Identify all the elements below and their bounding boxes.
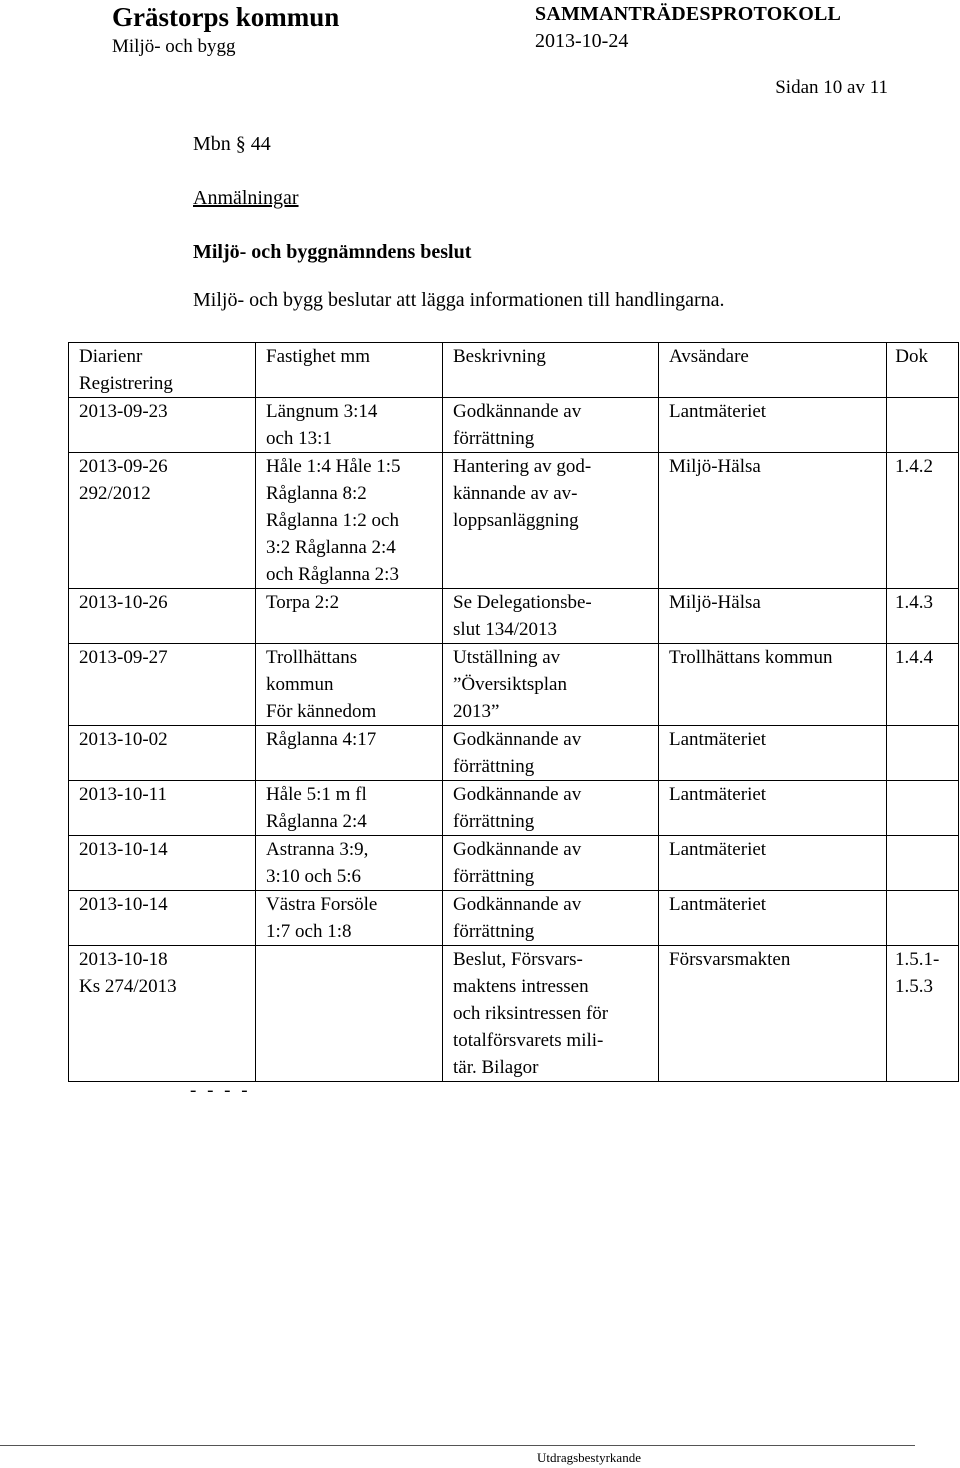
table-row-beskrivning-cell: Utställning av ”Översiktsplan 2013” [443,644,659,726]
table-row [69,836,959,891]
table-row-fastighet-cell [256,946,443,1082]
table-header-row-fastighet-cell: Fastighet mm [256,343,443,398]
table-row-dok-cell: 1.4.4 [887,644,959,726]
end-marker: - - - - [190,1080,251,1101]
notification-table [68,342,959,1082]
page-number: Sidan 10 av 11 [775,77,888,98]
table-row [69,453,959,589]
table-row-dok-cell: 1.5.1- 1.5.3 [887,946,959,1082]
table-row-diarienr-cell: 2013-09-27 [69,644,256,726]
table-row-avsandare-cell: Lantmäteriet [659,781,887,836]
table-header-row [69,343,959,398]
table-row-avsandare-cell: Lantmäteriet [659,891,887,946]
section-heading: Anmälningar [193,187,299,209]
table-row [69,589,959,644]
table-row-fastighet-cell: Trollhättans kommun För kännedom [256,644,443,726]
table-row-fastighet-cell: Torpa 2:2 [256,589,443,644]
organization-name: Grästorps kommun [112,2,340,32]
table-row-diarienr-cell: 2013-10-18 Ks 274/2013 [69,946,256,1082]
decision-text: Miljö- och bygg beslutar att lägga informationen till handlingarna. [193,289,725,311]
table-row [69,726,959,781]
table-row-beskrivning-cell: Godkännande av förrättning [443,781,659,836]
table-row-diarienr-cell: 2013-10-26 [69,589,256,644]
footer-divider [0,1445,915,1446]
decision-heading: Miljö- och byggnämndens beslut [193,241,472,263]
table-row-dok-cell [887,726,959,781]
department-name: Miljö- och bygg [112,36,236,57]
table-row-avsandare-cell: Lantmäteriet [659,726,887,781]
table-row-dok-cell: 1.4.2 [887,453,959,589]
table-row-fastighet-cell: Västra Forsöle 1:7 och 1:8 [256,891,443,946]
table-row-dok-cell [887,891,959,946]
table-row-avsandare-cell: Lantmäteriet [659,398,887,453]
table-row-beskrivning-cell: Hantering av god- kännande av av- loppsanläggning [443,453,659,589]
table-row-beskrivning-cell: Godkännande av förrättning [443,836,659,891]
table-row-beskrivning-cell: Beslut, Försvars- maktens intressen och riksintressen för totalförsvarets mili- tär. Bilagor [443,946,659,1082]
table-header-row-dok-cell: Dok [887,343,959,398]
table-row-fastighet-cell: Håle 1:4 Håle 1:5 Råglanna 8:2 Råglanna 1:2 och 3:2 Råglanna 2:4 och Råglanna 2:3 [256,453,443,589]
table-row [69,398,959,453]
notification-table-body [69,343,959,1082]
table-row-beskrivning-cell: Godkännande av förrättning [443,891,659,946]
table-row-diarienr-cell: 2013-10-14 [69,891,256,946]
table-row-dok-cell: 1.4.3 [887,589,959,644]
table-row-diarienr-cell: 2013-10-02 [69,726,256,781]
table-row-fastighet-cell: Astranna 3:9, 3:10 och 5:6 [256,836,443,891]
table-row-beskrivning-cell: Godkännande av förrättning [443,398,659,453]
table-row-avsandare-cell: Lantmäteriet [659,836,887,891]
table-row-avsandare-cell: Trollhättans kommun [659,644,887,726]
table-row-beskrivning-cell: Godkännande av förrättning [443,726,659,781]
table-row-fastighet-cell: Längnum 3:14 och 13:1 [256,398,443,453]
table-header-row-beskrivning-cell: Beskrivning [443,343,659,398]
table-row-fastighet-cell: Håle 5:1 m fl Råglanna 2:4 [256,781,443,836]
table-row-diarienr-cell: 2013-09-26 292/2012 [69,453,256,589]
table-row [69,781,959,836]
table-row [69,891,959,946]
table-row-beskrivning-cell: Se Delegationsbe- slut 134/2013 [443,589,659,644]
table-row-avsandare-cell: Miljö-Hälsa [659,453,887,589]
document-date: 2013-10-24 [535,30,629,52]
table-row-dok-cell [887,836,959,891]
table-row-avsandare-cell: Försvarsmakten [659,946,887,1082]
table-row-avsandare-cell: Miljö-Hälsa [659,589,887,644]
table-row-diarienr-cell: 2013-10-14 [69,836,256,891]
table-row [69,946,959,1082]
footer-label: Utdragsbestyrkande [537,1450,641,1465]
paragraph-number: Mbn § 44 [193,133,271,155]
table-row-diarienr-cell: 2013-10-11 [69,781,256,836]
table-header-row-avsandare-cell: Avsändare [659,343,887,398]
table-row [69,644,959,726]
table-row-dok-cell [887,781,959,836]
table-row-fastighet-cell: Råglanna 4:17 [256,726,443,781]
table-row-diarienr-cell: 2013-09-23 [69,398,256,453]
document-type: SAMMANTRÄDESPROTOKOLL [535,3,842,25]
table-row-dok-cell [887,398,959,453]
table-header-row-diarienr-cell: Diarienr Registrering [69,343,256,398]
